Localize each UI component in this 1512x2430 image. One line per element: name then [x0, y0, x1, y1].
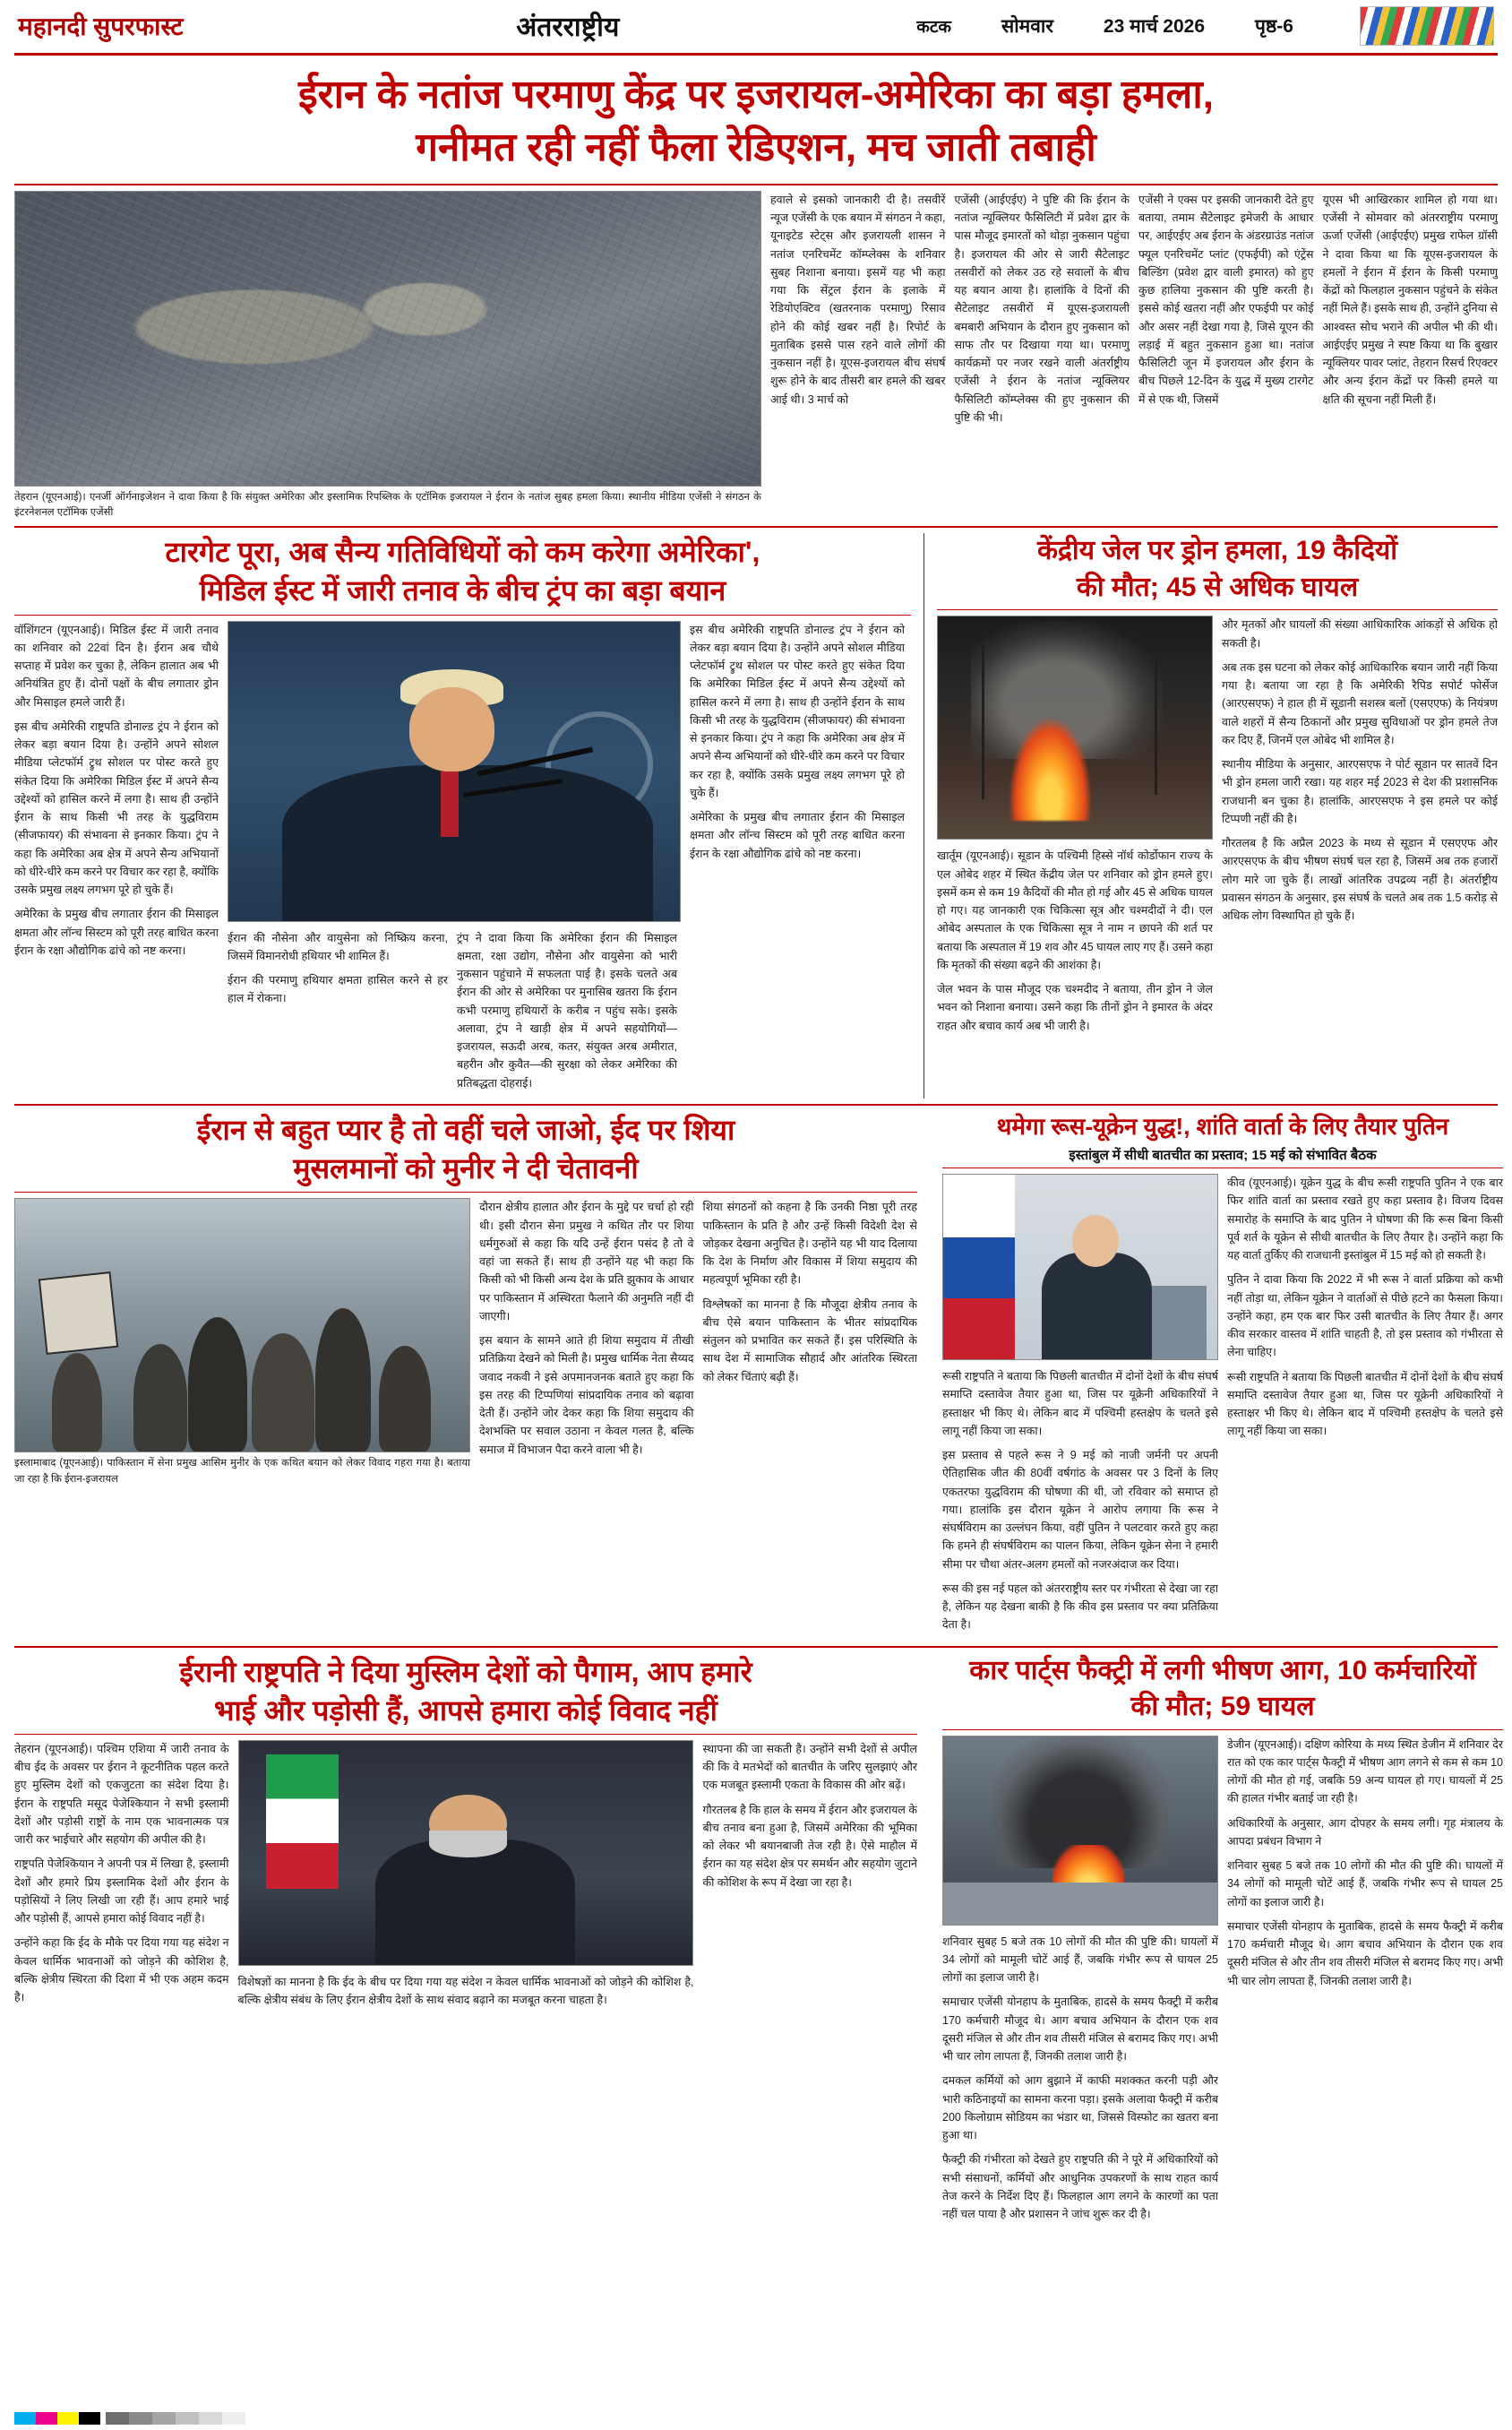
flags-icon — [1360, 6, 1494, 46]
factory-col-2a: डेजीन (यूएनआई)। दक्षिण कोरिया के मध्य स्थित डेजीन में शनिवार देर रात को एक कार पार्ट्स फैक्ट्री में भीषण आग लगने से कम से कम 10 लोगों की मौत हो गई, जबकि 59 अन्य घायल हो गए। घायलों में 25 की हालत गंभीर बताई जा रही है। — [1227, 1737, 1503, 1805]
story-factory — [942, 1653, 1503, 2230]
lead-photo-block — [14, 191, 761, 521]
iranpres-headline — [14, 1653, 917, 1730]
iranpres-headline-line2: भाई और पड़ोसी हैं, आपसे हमारा कोई विवाद नहीं — [214, 1693, 717, 1727]
munir-col-2b: विश्लेषकों का मानना है कि मौजूदा क्षेत्रीय तनाव के बीच ऐसे बयान पाकिस्तान के भीतर सांप्रदायिक संतुलन को प्रभावित कर सकते हैं। इस परिस्थिति के साथ देश में सामाजिक सौहार्द और आंतरिक स्थिरता को लेकर चिंताएं बढ़ी हैं। — [702, 1297, 917, 1383]
iranpres-photo-block — [238, 1740, 694, 2016]
iranpres-col-1c: उन्होंने कहा कि ईद के मौके पर दिया गया यह संदेश न केवल धार्मिक भावनाओं को जोड़ने की कोशिश है, बल्कि क्षेत्रीय स्थिरता की दिशा में भी एक अहम कदम है। — [14, 1936, 229, 2004]
putin-col-2b: पुतिन ने दावा किया कि 2022 में भी रूस ने वार्ता प्रक्रिया को कभी नहीं तोड़ा था, लेकिन यूक्रेन ने वार्ताओं से पीछे हटने का फैसला किया। उन्होंने कहा, हम एक बार फिर उसी बातचीत के लिए तैयार हैं। अगर कीव सरकार वास्तव में शांति चाहती है, तो इस प्रस्ताव को गंभीरता से लेना चाहिए। — [1227, 1273, 1503, 1359]
factory-headline-line1: कार पार्ट्स फैक्ट्री में लगी भीषण आग, 10 कर्मचारियों — [969, 1655, 1476, 1685]
trump-col-2a: ईरान की नौसेना और वायुसेना को निष्क्रिय करना, जिसमें विमानरोधी हथियार भी शामिल हैं। — [228, 931, 448, 962]
masthead-meta — [916, 6, 1494, 46]
jail-col-2c: स्थानीय मीडिया के अनुसार, आरएसएफ ने पोर्ट सूडान पर सातवें दिन भी ड्रोन हमला जारी रखा। यह शहर मई 2023 से देश की प्रशासनिक राजधानी बन चुका है। हालांकि, आरएसएफ ने इस हमले पर कोई टिप्पणी नहीं की है। — [1222, 758, 1498, 825]
trump-col-2c: ट्रंप ने दावा किया कि अमेरिका ईरान की मिसाइल क्षमता, रक्षा उद्योग, नौसेना और वायुसेना को भारी नुकसान पहुंचाने में सफलता पाई है। इसके चलते अब ईरान की ओर से अमेरिका पर मुनासिब खतरा कि ईरान कभी परमाणु हथियारों के करीब न पहुंच सके। इसके अलावा, ट्रंप ने खाड़ी क्षेत्र में अपने सहयोगियों—इजरायल, सऊदी अरब, कतर, संयुक्त अरब अमीरात, बहरीन और कुवैत—की सुरक्षा को लेकर अमेरिका की प्रतिबद्धता दोहराई। — [457, 931, 677, 1090]
munir-photo-block — [14, 1198, 470, 1487]
factory-col-2d: समाचार एजेंसी योनहाप के मुताबिक, हादसे के समय फैक्ट्री में करीब 170 कर्मचारी मौजूद थे। आग बचाव अभियान के दौरान एक शव दूसरी मंजिल से और तीन शव तीसरी मंजिल से बरामद किए गए। अभी भी चार लोग लापता हैं, जिनकी तलाश जारी है। — [1227, 1919, 1503, 1987]
jail-col-1b: जेल भवन के पास मौजूद एक चश्मदीद ने बताया, तीन ड्रोन ने जेल भवन को निशाना बनाया। उसने कहा कि तीनों ड्रोन ने इमारत के अंदर राहत और बचाव कार्य अब भी जारी है। — [937, 983, 1213, 1032]
iranpres-col-1b: राष्ट्रपति पेजेश्कियान ने अपनी पत्र में लिखा है, इस्लामी देशों और हमारे प्रिय इस्लामिक देशों और ईरान के पड़ोसियों ने लिए लिखी जा रही हैं। आप हमारे भाई और पड़ोसी हैं, आपसे हमारा कोई विवाद नहीं है। — [14, 1857, 229, 1926]
masthead — [14, 0, 1498, 56]
trump-podium-photo — [228, 621, 681, 922]
trump-headline-line1: टारगेट पूरा, अब सैन्य गतिविधियों को कम करेगा अमेरिका', — [165, 536, 760, 569]
trump-photo-block — [228, 621, 681, 1099]
print-registration-colorbar — [14, 2412, 245, 2425]
factory-col-1d: फैक्ट्री की गंभीरता को देखते हुए राष्ट्रपति की ने पूरे में अधिकारियों को सभी संसाधनों, कर्मियों और आधुनिक उपकरणों के साथ राहत कार्य तेज करने के निर्देश दिए हैं। फिलहाल आग लगने के कारणों का पता नहीं चल पाया है और प्रशासन ने जांच शुरू कर दी है। — [942, 2153, 1218, 2220]
iranpres-headline-line1: ईरानी राष्ट्रपति ने दिया मुस्लिम देशों को पैगाम, आप हमारे — [179, 1655, 752, 1688]
trump-col-1b: इस बीच अमेरिकी राष्ट्रपति डोनाल्ड ट्रंप ने ईरान को लेकर बड़ा बयान दिया है। उन्होंने अपने सोशल मीडिया प्लेटफॉर्म ट्रुथ सोशल पर पोस्ट करते हुए संकेत दिया कि अमेरिका मिडिल ईस्ट में अपने सैन्य उद्देश्यों को हासिल करने में लगा है। साथ ही उन्होंने ईरान के साथ किसी भी तरह के युद्धविराम (सीजफायर) की संभावना से इनकार किया। ट्रंप ने कहा कि अमेरिका अब क्षेत्र में अपने सैन्य अभियानों को धीरे-धीरे कम करने पर विचार कर रहा है, क्योंकि उसके प्रमुख लक्ष्य लगभग पूरे हो चुके हैं। — [14, 720, 219, 897]
munir-headline-line1: ईरान से बहुत प्यार है तो वहीं चले जाओ, ईद पर शिया — [196, 1113, 735, 1146]
putin-col-2a: कीव (यूएनआई)। यूक्रेन युद्ध के बीच रूसी राष्ट्रपति पुतिन ने एक बार फिर शांति वार्ता का प्रस्ताव रखते हुए कहा प्रस्ताव है। विजय दिवस समारोह के समाप्ति के बाद पुतिन ने घोषणा की कि रूस बिना किसी पूर्व शर्त के यूक्रेन से सीधी बातचीत के लिए तैयार है। उन्होंने कहा कि यह वार्ता तुर्किए की राजधानी इस्तांबुल में 15 मई को हो सकती है। — [1227, 1176, 1503, 1262]
factory-headline — [942, 1653, 1503, 1726]
lead-headline-line2: गनीमत रही नहीं फैला रेडिएशन, मच जाती तबाही — [416, 125, 1096, 170]
edition-city: कटक — [916, 17, 952, 37]
munir-photo-caption: इस्लामाबाद (यूएनआई)। पाकिस्तान में सेना प्रमुख आसिम मुनीर के एक कथित बयान को लेकर विवाद गहरा गया है। बताया जा रहा है कि ईरान-इजरायल — [14, 1458, 470, 1485]
satellite-photo-natanz — [14, 191, 761, 487]
drone-attack-fire-photo — [937, 616, 1213, 840]
iranpres-col-1a: तेहरान (यूएनआई)। पश्चिम एशिया में जारी तनाव के बीच ईद के अवसर पर ईरान ने कूटनीतिक पहल करते हुए मुस्लिम देशों को एकजुटता का संदेश दिया है। ईरान के राष्ट्रपति मसूद पेजेश्कियान ने सभी इस्लामी देशों और पड़ोसी राष्ट्रों के नाम एक भावनात्मक पत्र जारी कर भाईचारे और सहयोग की अपील की है। — [14, 1742, 229, 1847]
munir-headline-line2: मुसलमानों को मुनीर ने दी चेतावनी — [293, 1152, 639, 1185]
jail-headline — [937, 533, 1498, 606]
putin-col-1a: रूसी राष्ट्रपति ने बताया कि पिछली बातचीत में दोनों देशों के बीच संघर्ष समाप्ति दस्तावेज तैयार हुआ था, जिस पर यूक्रेनी अधिकारियों ने हस्ताक्षर भी किए थे। लेकिन बाद में पश्चिमी हस्तक्षेप के चलते इसे लागू नहीं किया जा सका। — [942, 1370, 1218, 1437]
swatch-magenta — [36, 2412, 57, 2425]
jail-headline-line2: की मौत; 45 से अधिक घायल — [1076, 572, 1359, 602]
factory-fire-photo — [942, 1736, 1218, 1926]
jail-headline-line1: केंद्रीय जेल पर ड्रोन हमला, 19 कैदियों — [1036, 536, 1398, 566]
jail-col-2a: और मृतकों और घायलों की संख्या आधिकारिक आंकड़ों से अधिक हो सकती है। — [1222, 618, 1498, 650]
trump-col-1a: वॉशिंगटन (यूएनआई)। मिडिल ईस्ट में जारी तनाव का शनिवार को 22वां दिन है। ईरान अब चौथे सप्ताह में प्रवेश कर चुका है, लेकिन हालात अब भी अनियंत्रित हुए हैं। दोनों पक्षों के बीच लगातार ड्रोन और मिसाइल हमले जारी हैं। — [14, 623, 219, 709]
jail-col-2d: गौरतलब है कि अप्रैल 2023 के मध्य से सूडान में एसएएफ और आरएसएफ के बीच भीषण संघर्ष चल रहा है, जिसमें अब तक हजारों लोग मारे जा चुके हैं। लाखों आंतरिक उपद्रव्य नहीं है। अंतर्राष्ट्रीय प्रवासन संगठन के अनुसार, इस संघर्ष के चलते अब तक 1.5 करोड़ से अधिक लोग विस्थापित हो चुके हैं। — [1222, 837, 1498, 923]
lead-headline-line1: ईरान के नतांज परमाणु केंद्र पर इजरायल-अमेरिका का बड़ा हमला, — [298, 73, 1214, 116]
protest-crowd-photo — [14, 1198, 470, 1452]
page-number: पृष्ठ-6 — [1255, 15, 1293, 37]
jail-col-1a: खार्तूम (यूएनआई)। सूडान के पश्चिमी हिस्से नॉर्थ कोर्डोफान राज्य के एल ओबेद शहर में स्थित केंद्रीय जेल पर शनिवार को ड्रोन हमले हुए। इसमें कम से कम 19 कैदियों की मौत हो गई और 45 से अधिक घायल हो गए। यह जानकारी एक चिकित्सा सूत्र और चश्मदीदों ने दी। एल ओबेद अस्पताल के एक चिकित्सा सूत्र ने नाम न छापने की शर्त पर बताया कि अस्पताल में 19 शव और 45 घायल लाए गए हैं। उसने कहा कि मृतकों की संख्या बढ़ने की आशंका है। — [937, 849, 1213, 971]
swatch-black — [79, 2412, 100, 2425]
munir-headline — [14, 1111, 917, 1188]
lead-col-1: हवाले से इसको जानकारी दी है। तसवीरें न्यूज एजेंसी के एक बयान में संगठन ने कहा, यूनाइटेड स्टेट्स और इजरायली शासन ने नतांज एनरिचमेंट कॉम्प्लेक्स के शनिवार सुबह निशाना बनाया। इसमें यह भी कहा गया कि सेंट्रल ईरान के इलाके में रेडियोएक्टिव (खतरनाक परमाणु) रिसाव होने की कोई खबर नहीं है। रिपोर्ट के मुताबिक इससे पास रहने वाले लोगों की नुकसान नहीं है। यूएस-इजरायल बीच संघर्ष शुरू होने के बाद तीसरी बार हमले की खबर आई थी। 3 मार्च को — [769, 193, 946, 406]
trump-col-3a: इस बीच अमेरिकी राष्ट्रपति डोनाल्ड ट्रंप ने ईरान को लेकर बड़ा बयान दिया है। उन्होंने अपने सोशल मीडिया प्लेटफॉर्म ट्रुथ सोशल पर पोस्ट करते हुए संकेत दिया कि अमेरिका मिडिल ईस्ट में अपने सैन्य उद्देश्यों को हासिल करने में लगा है। साथ ही उन्होंने ईरान के साथ किसी भी तरह के युद्धविराम (सीजफायर) की संभावना से इनकार किया। ट्रंप ने कहा कि अमेरिका अब क्षेत्र में अपने सैन्य अभियानों को धीरे-धीरे कम करने पर विचार कर रहा है, क्योंकि उसके प्रमुख लक्ष्य लगभग पूरे हो चुके हैं। — [690, 623, 905, 799]
section-title: अंतरराष्ट्रीय — [516, 13, 620, 42]
trump-col-3b: अमेरिका के प्रमुख बीच लगातार ईरान की मिसाइल क्षमता और लॉन्च सिस्टम को पूरी तरह बाधित करना ईरान के रक्षा औद्योगिक ढांचे को नष्ट करना। — [690, 811, 905, 860]
trump-headline — [14, 533, 911, 610]
lead-headline — [14, 56, 1498, 185]
swatch-yellow — [57, 2412, 79, 2425]
munir-col-1b: इस बयान के सामने आते ही शिया समुदाय में तीखी प्रतिक्रिया देखने को मिली है। प्रमुख धार्मिक नेता सैय्यद जवाद नकवी ने इसे अपमानजनक बताते हुए कहा कि इस तरह की टिप्पणियां सांप्रदायिक तनाव को बढ़ावा देती हैं। उन्होंने जोर देकर कहा कि शिया समुदाय की देशभक्ति पर सवाल उठाना न केवल गलत है, बल्कि समाज में विभाजन पैदा करने वाला भी है। — [478, 1334, 694, 1456]
factory-col-1b: समाचार एजेंसी योनहाप के मुताबिक, हादसे के समय फैक्ट्री में करीब 170 कर्मचारी मौजूद थे। आग बचाव अभियान के दौरान एक शव दूसरी मंजिल से और तीन शव तीसरी मंजिल से बरामद किए गए। अभी भी चार लोग लापता हैं, जिनकी तलाश जारी है। — [942, 1995, 1218, 2063]
trump-col-1c: अमेरिका के प्रमुख बीच लगातार ईरान की मिसाइल क्षमता और लॉन्च सिस्टम को पूरी तरह बाधित करना ईरान के रक्षा औद्योगिक ढांचे को नष्ट करना। — [14, 908, 219, 957]
day-label: सोमवार — [1001, 15, 1053, 37]
lead-col-3: एजेंसी ने एक्स पर इसकी जानकारी देते हुए बताया, तमाम सैटेलाइट इमेजरी के आधार पर, आईएईए अब ईरान के अंडरग्राउंड नतांज फ्यूल एनरिचमेंट प्लांट (एफईपी) को एंट्रेंस बिल्डिंग (प्रवेश द्वार वाली इमारत) को हुए कुछ हालिया नुकसान की पुष्टि करती है। इससे कोई खतरा नहीं और एफईपी पर कोई और असर नहीं देखा गया है, जिसे यूएन की लड़ाई में बहुत नुकसान हुआ था। नतांज फैसिलिटी जून में इजरायल और ईरान के बीच पिछले 12-दिन के युद्ध में मुख्य टारगेट में से एक थी, जिसमें — [1138, 193, 1314, 406]
story-putin — [942, 1111, 1503, 1641]
factory-col-1a: शनिवार सुबह 5 बजे तक 10 लोगों की मौत की पुष्टि की। घायलों में 34 लोगों को मामूली चोटें आई हैं, जबकि गंभीर रूप से घायल 25 लोगों का इलाज जारी है। — [942, 1935, 1218, 1984]
factory-col-2c: शनिवार सुबह 5 बजे तक 10 लोगों की मौत की पुष्टि की। घायलों में 34 लोगों को मामूली चोटें आई हैं, जबकि गंभीर रूप से घायल 25 लोगों का इलाज जारी है। — [1227, 1859, 1503, 1909]
swatch-cyan — [14, 2412, 36, 2425]
factory-col-1c: दमकल कर्मियों को आग बुझाने में काफी मशक्कत करनी पड़ी और भारी कठिनाइयों का सामना करना पड़ा। इसके अलावा फैक्ट्री में करीब 200 किलोग्राम सोडियम का भंडार था, जिससे विस्फोट का खतरा बना हुआ था। — [942, 2074, 1218, 2141]
putin-subhead: इस्तांबुल में सीधी बातचीत का प्रस्ताव; 15 मई को संभावित बैठक — [1069, 1148, 1377, 1163]
trump-headline-line2: मिडिल ईस्ट में जारी तनाव के बीच ट्रंप का बड़ा बयान — [199, 574, 726, 608]
factory-headline-line2: की मौत; 59 घायल — [1130, 1692, 1315, 1721]
gray-ramp — [106, 2412, 245, 2425]
putin-col-2c: रूसी राष्ट्रपति ने बताया कि पिछली बातचीत में दोनों देशों के बीच संघर्ष समाप्ति दस्तावेज तैयार हुआ था, जिस पर यूक्रेनी अधिकारियों ने हस्ताक्षर भी किए थे। लेकिन बाद में पश्चिमी हस्तक्षेप के चलते इसे लागू नहीं किया जा सका। — [1227, 1370, 1503, 1438]
putin-press-photo — [942, 1174, 1218, 1360]
date-label: 23 मार्च 2026 — [1103, 15, 1205, 37]
lead-col-4: यूएस भी आखिरकार शामिल हो गया था। एजेंसी ने सोमवार को अंतरराष्ट्रीय परमाणु ऊर्जा एजेंसी (आईएईए) प्रमुख राफेल ग्रॉसी ने दावा किया था कि यूएस-इजरायल के हमलों ने ईरान में ईरान के किसी परमाणु केंद्रों को फिलहाल नुकसान पहुंचने के संकेत नहीं मिले हैं। इसके साथ ही, उन्होंने दुनिया से आश्वस्त सोच भराने की अपील भी की थी। आईएईए प्रमुख ने स्पष्ट किया था कि बुखार न्यूक्लियर पावर प्लांट, तेहरान रिसर्च रिएक्टर और अन्य ईरान केंद्रों पर किसी हमले या क्षति की सूचना नहीं मिली हैं। — [1322, 193, 1499, 406]
lead-photo-caption: तेहरान (यूएनआई)। एनर्जी ऑर्गनाइजेशन ने दावा किया है कि संयुक्त अमेरिका और इस्लामिक रिपब्लिक के एटॉमिक इजरायल ने ईरान के नतांज सुबह हमला किया। स्थानीय मीडिया एजेंसी ने संगठन के इंटरनेशनल एटॉमिक एजेंसी — [14, 491, 761, 519]
iranpres-col-mid: विशेषज्ञों का मानना है कि ईद के बीच पर दिया गया यह संदेश न केवल धार्मिक भावनाओं को जोड़ने की कोशिश है, बल्कि क्षेत्रीय संबंध के लिए ईरान क्षेत्रीय देशों के साथ संवाद बढ़ाने का मजबूत करना चाहता है। — [237, 1975, 694, 2007]
story-munir — [14, 1111, 917, 1641]
story-jail — [937, 533, 1498, 1099]
lead-col-2: एजेंसी (आईएईए) ने पुष्टि की कि ईरान के नतांज न्यूक्लियर फैसिलिटी में प्रवेश द्वार के पास मौजूद इमारतों को थोड़ा नुकसान पहुंचा है। इजरायल की ओर से जारी सैटेलाइट तसवीरों को लेकर उठ रहे सवालों के बीच यह बयान आया है। हालांकि वे दिनों की सैटेलाइट तसवीरों में यूएस-इजरायली बमबारी अभियान के दौरान हुए नुकसान को साफ तौर पर दिखाया गया था। परमाणु कार्यक्रमों पर नजर रखने वाली अंतर्राष्ट्रीय एजेंसी ने ईरान के नतांज न्यूक्लियर फैसिलिटी कॉम्प्लेक्स की हुए नुकसान की पुष्टि की भी। — [954, 193, 1130, 424]
putin-headline: थमेगा रूस-यूक्रेन युद्ध!, शांति वार्ता के लिए तैयार पुतिन — [996, 1112, 1449, 1140]
story-trump — [14, 533, 911, 1099]
munir-col-1: दौरान क्षेत्रीय हालात और ईरान के मुद्दे पर चर्चा हो रही थी। इसी दौरान सेना प्रमुख ने कथित तौर पर शिया धर्मगुरुओं से कहा कि यदि उन्हें ईरान पसंद है तो वे वहां जा सकते हैं। साथ ही उन्होंने यह भी कहा कि किसी को भी किसी अन्य देश के प्रति झुकाव के आधार पर पाकिस्तान में अस्थिरता फैलाने की अनुमति नहीं दी जाएगी। — [478, 1201, 694, 1323]
munir-col-2: शिया संगठनों को कहना है कि उनकी निष्ठा पूरी तरह पाकिस्तान के प्रति है और उन्हें किसी विदेशी देश से जोड़कर देखना अनुचित है। उन्होंने यह भी याद दिलाया कि देश के निर्माण और विकास में शिया समुदाय की महत्वपूर्ण भूमिका रही है। — [702, 1201, 917, 1287]
trump-col-2b: ईरान की परमाणु हथियार क्षमता हासिल करने से हर हाल में रोकना। — [228, 974, 448, 1005]
iran-president-photo — [238, 1740, 694, 1966]
newspaper-name: महानदी सुपरफास्ट — [18, 12, 184, 40]
putin-col-1c: रूस की इस नई पहल को अंतरराष्ट्रीय स्तर पर गंभीरता से देखा जा रहा है, लेकिन यह देखना बाकी है कि कीव इस प्रस्ताव पर क्या प्रतिक्रिया देता है। — [942, 1581, 1218, 1632]
iranpres-col-3b: गौरतलब है कि हाल के समय में ईरान और इजरायल के बीच तनाव बना हुआ है, जिसमें अमेरिका की भूमिका को लेकर भी बयानबाजी तेज रही है। ऐसे माहौल में ईरान का यह संदेश क्षेत्र पर समर्थन और सहयोग जुटाने की कोशिश के रूप में देखा जा रहा है। — [702, 1803, 917, 1889]
jail-col-2b: अब तक इस घटना को लेकर कोई आधिकारिक बयान जारी नहीं किया गया है। बताया जा रहा है कि अमेरिकी रैपिड सपोर्ट फोर्सेज (आरएसएफ) ने हाल ही में सूडानी सशस्त्र बलों (एसएएफ) के नियंत्रण वाले शहरों में सैन्य ठिकानों और प्रमुख सुविधाओं पर ड्रोन हमले तेज कर दिए हैं, जिनमें एल ओबेद भी शामिल है। — [1222, 660, 1498, 746]
putin-col-1b: इस प्रस्ताव से पहले रूस ने 9 मई को नाजी जर्मनी पर अपनी ऐतिहासिक जीत की 80वीं वर्षगांठ के अवसर पर 3 दिनों के लिए एकतरफा युद्धविराम की घोषणा की थी, जो रविवार को समाप्त हो गया। हालांकि इस दौरान यूक्रेन ने आरोप लगाया कि रूस ने संघर्षविराम का उल्लंघन किया, वहीं पुतिन ने पलटवार करते हुए कहा कि हमने ही संघर्षविराम का पालन किया, लेकिन यूक्रेन सेना ने हमारी सीमा पर चौथा अंतर-अलग हमलों को नजरअंदाज कर दिया। — [942, 1449, 1218, 1571]
story-iranpres — [14, 1653, 917, 2230]
factory-col-2b: अधिकारियों के अनुसार, आग दोपहर के समय लगी। गृह मंत्रालय के आपदा प्रबंधन विभाग ने — [1227, 1816, 1503, 1848]
iranpres-col-3a: स्थापना की जा सकती है। उन्होंने सभी देशों से अपील की कि वे मतभेदों को बातचीत के जरिए सुलझाएं और एक मजबूत इस्लामी एकता के विकास की ओर बढ़ें। — [702, 1742, 917, 1792]
